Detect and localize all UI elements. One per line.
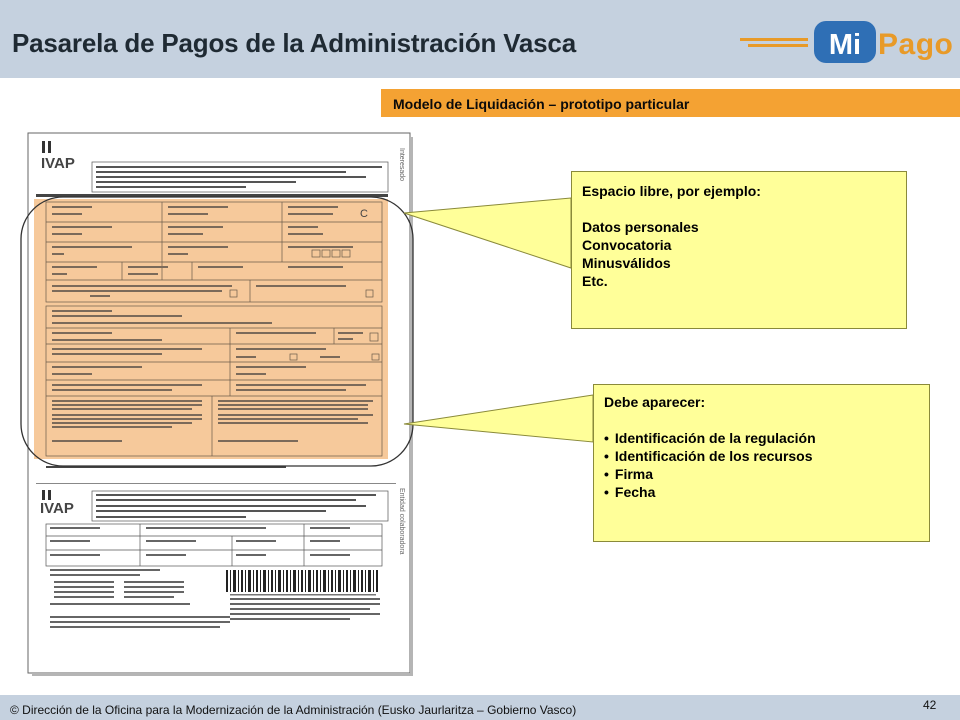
callout-free-space <box>571 171 907 329</box>
page-number: 42 <box>923 698 937 712</box>
callout-required-item: • Identificación de la regulación <box>604 429 929 447</box>
callout-required-item: • Fecha <box>604 483 929 501</box>
callout-required-item: • Firma <box>604 465 929 483</box>
svg-text:C: C <box>360 208 368 220</box>
barcode <box>226 570 378 596</box>
logo-word: Pago <box>878 28 954 61</box>
svg-text:Interesado: Interesado <box>398 148 405 182</box>
callout-free-space-line: Datos personales <box>582 219 699 235</box>
callout-pointer-bottom <box>404 395 593 442</box>
svg-text:Entidad colaboradora: Entidad colaboradora <box>398 488 405 555</box>
callout-required <box>593 384 930 542</box>
svg-text:IVAP: IVAP <box>41 155 75 172</box>
callout-required-title: Debe aparecer: <box>604 394 706 410</box>
page-title: Pasarela de Pagos de la Administración Vasca <box>12 28 576 58</box>
callout-free-space-line: Etc. <box>582 273 608 289</box>
section-subtitle: Modelo de Liquidación – prototipo particular <box>381 89 960 117</box>
footer-copyright: © Dirección de la Oficina para la Modernización de la Administración (Eusko Jaurlaritza – Gobierno Vasco) <box>10 703 577 717</box>
callout-pointer-top <box>404 198 571 268</box>
callout-free-space-line: Minusválidos <box>582 255 671 271</box>
callout-free-space-title: Espacio libre, por ejemplo: <box>582 183 761 199</box>
callout-required-item: • Identificación de los recursos <box>604 447 929 465</box>
svg-text:Mi: Mi <box>828 29 862 61</box>
callout-free-space-line: Convocatoria <box>582 237 672 253</box>
svg-text:IVAP: IVAP <box>40 500 74 517</box>
callout-required-list <box>604 429 929 501</box>
